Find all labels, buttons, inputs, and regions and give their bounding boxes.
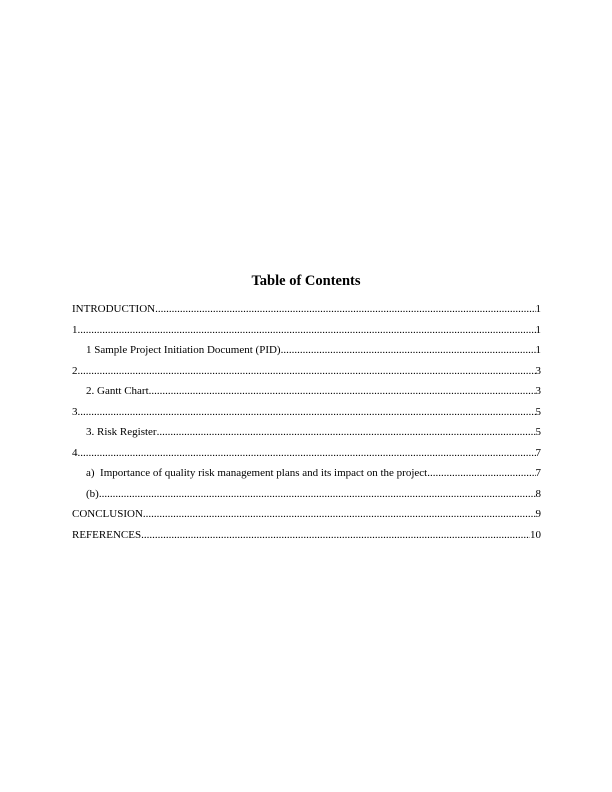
toc-entry-label: REFERENCES [72,528,142,541]
toc-entry-conclusion[interactable] [72,507,541,528]
toc-dot-leader [78,405,536,419]
toc-entry-label: 1 [72,323,78,336]
toc-entry-section-1[interactable] [72,323,541,344]
toc-entry-page: 1 [535,323,541,336]
toc-entry-page: 8 [535,487,541,500]
toc-title: Table of Contents [251,273,361,289]
toc-dot-leader [78,323,536,337]
toc-entry-quality-risk-management[interactable] [72,466,541,487]
toc-entry-page: 9 [535,508,541,520]
toc-dot-leader [141,528,530,542]
toc-dot-leader [157,425,536,439]
toc-entry-page: 5 [535,405,541,418]
toc-dot-leader [281,343,536,357]
toc-dot-leader [149,384,536,398]
toc-entry-page: 1 [535,344,541,356]
toc-dot-leader [155,302,535,316]
toc-dot-leader [99,487,536,501]
toc-entry-section-3[interactable] [72,405,541,426]
toc-dot-leader [78,364,536,378]
toc-dot-leader [427,466,535,480]
toc-entry-section-b[interactable] [72,487,541,508]
toc-entry-page: 3 [535,364,541,377]
toc-entry-label: INTRODUCTION [72,303,156,315]
toc-entry-page: 10 [530,528,541,541]
toc-entry-risk-register[interactable] [72,425,541,446]
toc-entry-page: 3 [535,385,541,397]
toc-entry-section-2[interactable] [72,364,541,385]
toc-entry-page: 7 [535,467,541,479]
toc-entry-gantt-chart[interactable] [72,384,541,405]
toc-entry-label: a) Importance of quality risk management plans and its impact on the project [86,467,428,479]
toc-entry-page: 7 [535,446,541,459]
toc-entry-label: 4 [72,446,78,459]
toc-list [72,302,541,548]
toc-entry-label: 2 [72,364,78,377]
toc-entry-introduction[interactable] [72,302,541,323]
toc-entry-references[interactable] [72,528,541,549]
toc-dot-leader [143,507,536,521]
toc-entry-section-4[interactable] [72,446,541,467]
toc-entry-label: 3 [72,405,78,418]
toc-dot-leader [78,446,536,460]
toc-entry-label: (b) [86,487,99,500]
toc-entry-label: 2. Gantt Chart [86,385,149,397]
toc-entry-label: 1 Sample Project Initiation Document (PID) [86,344,281,356]
toc-entry-label: CONCLUSION [72,508,143,520]
toc-entry-label: 3. Risk Register [86,426,157,438]
toc-entry-page: 5 [535,426,541,438]
toc-entry-page: 1 [535,303,541,315]
toc-entry-pid[interactable] [72,343,541,364]
